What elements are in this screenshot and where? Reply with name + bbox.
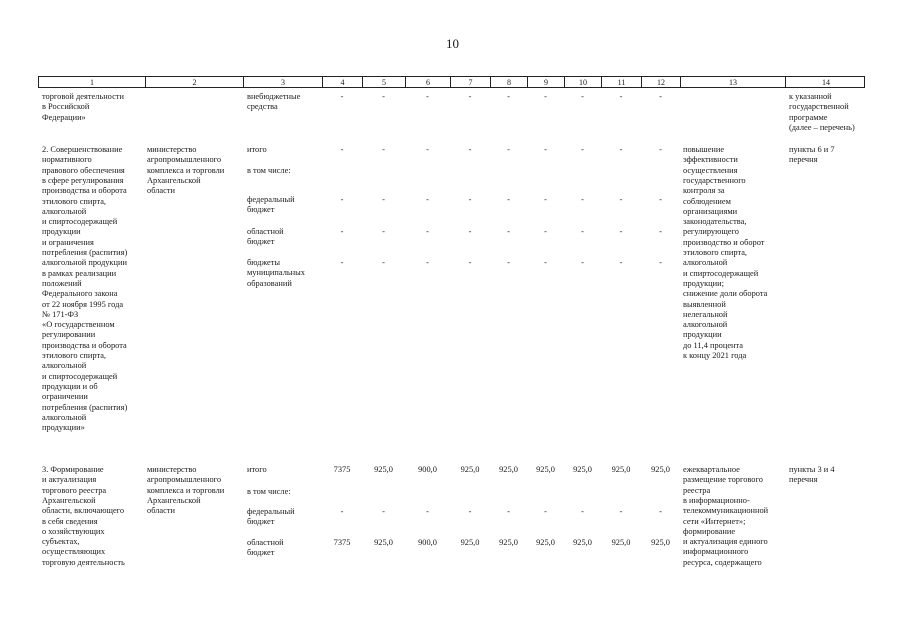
row2-municipal-value: - [507,258,510,267]
row3-reference: перечня [789,475,818,485]
row2-federal-value: - [340,195,344,204]
row2-executor: комплекса и торговли [147,165,225,175]
row2-municipal-value: - [619,258,623,267]
row2-federal-value: - [382,195,385,204]
row2-event-name: алкогольной [42,206,87,216]
row0-value: - [340,92,344,101]
row2-total-value: - [619,145,623,154]
header-col-7: 7 [451,77,491,87]
row2-funding-municipal: муниципальных [247,268,305,278]
row3-event-name: торговую деятельность [42,557,125,567]
row2-result: государственного [683,175,746,185]
row3-regional-value: 900,0 [418,538,437,547]
row3-result: информационного [683,547,749,557]
row3-result: и актуализация единого [683,537,768,547]
row3-federal-value: - [382,507,385,516]
row0-reference: государственной [789,102,849,112]
row2-municipal-value: - [426,258,429,267]
header-col-8: 8 [491,77,528,87]
row2-municipal-value: - [544,258,547,267]
header-col-13: 13 [681,77,786,87]
row2-event-name: в сфере регулирования [42,175,124,185]
row2-total-value: - [659,145,662,154]
row3-total-value: 925,0 [536,465,555,474]
row0-funding-source: внебюджетные [247,92,301,101]
row3-total-value: 925,0 [374,465,393,474]
header-col-1: 1 [39,77,146,87]
row2-funding-federal: бюджет [247,205,275,215]
row3-result: реестра [683,485,711,495]
row3-regional-value: 925,0 [536,538,555,547]
row0-reference: программе [789,112,828,122]
header-col-4: 4 [323,77,363,87]
row2-result: осуществления [683,165,738,175]
row2-regional-value: - [426,227,429,236]
row2-total-value: - [507,145,510,154]
row2-total-value: - [340,145,344,154]
header-col-3: 3 [244,77,323,87]
row0-value: - [659,92,662,101]
row0-event-name: Федерации» [42,112,86,122]
row3-event-name: в себя сведения [42,516,98,526]
row2-funding-regional: областной [247,227,284,236]
row3-result: в информационно- [683,495,750,505]
row2-regional-value: - [382,227,385,236]
row3-federal-value: - [468,507,472,516]
row2-result: продукции [683,330,722,340]
table-header-row [38,76,865,88]
row2-result: алкогольной [683,258,728,268]
row3-total-value: 900,0 [418,465,437,474]
row2-result: контроля за [683,186,725,196]
row0-value: - [382,92,385,101]
row3-regional-value: 925,0 [374,538,393,547]
row3-result: размещение торгового [683,475,763,485]
row3-total-value: 925,0 [460,465,480,474]
row2-event-name: ограничении [42,392,88,402]
row2-result: производство и оборот [683,237,765,247]
row0-value: - [468,92,472,101]
row0-event-name: в Российской [42,102,90,112]
header-col-9: 9 [528,77,565,87]
row2-municipal-value: - [581,258,584,267]
row2-result: соблюдением [683,196,731,206]
page-number: 10 [446,36,459,51]
row2-federal-value: - [468,195,472,204]
row3-funding-total: итого [247,465,267,474]
header-col-10: 10 [565,77,602,87]
row0-value: - [426,92,429,101]
row3-funding-incl: в том числе: [247,487,291,496]
row3-regional-value: 925,0 [460,538,480,547]
row3-funding-regional: областной [247,538,284,547]
row2-event-name: в рамках реализации [42,268,117,278]
row3-executor: комплекса и торговли [147,485,225,495]
row2-executor: министерство [147,145,197,154]
row2-event-name: алкогольной [42,361,87,371]
row2-result: регулирующего [683,227,739,237]
row2-result: этилового спирта, [683,248,748,257]
row2-regional-value: - [507,227,510,236]
row2-event-name: и спиртосодержащей [42,217,118,227]
row2-event-name: производства и оборота [42,340,127,350]
row2-reference: пункты 6 и 7 [789,145,835,154]
row2-event-name: правового обеспечения [42,165,125,175]
row3-federal-value: - [426,507,429,516]
row3-event-name: Архангельской [42,495,96,505]
row2-municipal-value: - [340,258,344,267]
row3-federal-value: - [659,507,662,516]
row0-reference: (далее – перечень) [789,122,855,132]
row2-event-name: алкогольной [42,412,87,422]
row3-result: ежеквартальное [683,465,740,474]
row2-result: до 11,4 процента [683,340,743,350]
row2-total-value: - [426,145,429,154]
row3-regional-value: 7375 [333,538,351,547]
row3-regional-value: 925,0 [611,538,631,547]
row3-executor: агропромышленного [147,475,222,485]
row3-event-name: и актуализация [42,475,97,485]
row2-event-name: этилового спирта, [42,351,107,360]
row2-federal-value: - [507,195,510,204]
row3-event-name: о хозяйствующих [42,526,105,536]
row2-event-name: потребления (распития) [42,248,128,257]
row0-value: - [544,92,547,101]
row2-municipal-value: - [659,258,662,267]
row0-value: - [507,92,510,101]
row3-event-name: субъектах, [42,537,80,547]
row2-funding-incl: в том числе: [247,166,291,175]
row2-event-name: нормативного [42,155,92,165]
row2-result: алкогольной [683,320,728,330]
row2-event-name: продукции и об [42,381,98,391]
row2-executor: агропромышленного [147,155,222,165]
row2-regional-value: - [659,227,662,236]
row2-federal-value: - [619,195,623,204]
row2-event-name: продукции [42,227,81,237]
row2-result: снижение доли оборота [683,289,768,299]
row2-funding-municipal: образований [247,278,292,288]
row2-regional-value: - [581,227,584,236]
row2-event-name: регулировании [42,330,96,340]
row3-federal-value: - [507,507,510,516]
row3-regional-value: 925,0 [499,538,518,547]
row3-federal-value: - [544,507,547,516]
row3-reference: пункты 3 и 4 [789,465,835,474]
row2-event-name: положений [42,278,82,288]
row2-regional-value: - [340,227,344,236]
row2-result: повышение [683,145,725,154]
row2-event-name: Федерального закона [42,289,118,299]
row2-total-value: - [382,145,385,154]
row2-regional-value: - [619,227,623,236]
row2-result: организациями [683,206,738,216]
row2-result: законодательства, [683,217,747,227]
row2-event-name: этилового спирта, [42,196,107,206]
row3-event-name: 3. Формирование [42,465,104,474]
row0-funding-source: средства [247,102,278,112]
row3-regional-value: 925,0 [573,538,592,547]
row3-total-value: 925,0 [499,465,518,474]
row3-event-name: торгового реестра [42,485,107,495]
row3-funding-regional: бюджет [247,548,275,558]
row3-result: ресурса, содержащего [683,557,762,567]
row2-funding-total: итого [247,145,267,154]
row3-funding-federal: федеральный [247,507,295,516]
row0-value: - [619,92,623,101]
row3-result: сети «Интернет»; [683,516,746,526]
row3-funding-federal: бюджет [247,517,275,527]
row3-event-name: осуществляющих [42,547,106,557]
row0-event-name: торговой деятельности [42,92,124,101]
row2-executor: Архангельской [147,175,201,185]
row3-executor: области [147,506,175,516]
row2-event-name: алкогольной продукции [42,258,127,268]
row2-result: нелегальной [683,309,728,319]
row2-municipal-value: - [468,258,472,267]
row2-event-name: № 171-ФЗ [42,309,79,319]
row3-result: формирование [683,526,736,536]
row3-total-value: 7375 [333,465,351,474]
row3-federal-value: - [581,507,584,516]
row2-event-name: потребления (распития) [42,402,128,412]
row3-federal-value: - [619,507,623,516]
row2-total-value: - [581,145,584,154]
row3-executor: министерство [147,465,197,474]
header-col-6: 6 [406,77,451,87]
row2-federal-value: - [544,195,547,204]
row2-total-value: - [468,145,472,154]
row2-event-name: продукции» [42,423,85,433]
row2-event-name: и ограничения [42,237,94,247]
row3-total-value: 925,0 [611,465,631,474]
row2-funding-federal: федеральный [247,195,295,204]
row2-event-name: 2. Совершенствование [42,145,123,154]
row2-result: и спиртосодержащей [683,268,759,278]
header-col-5: 5 [363,77,406,87]
row3-result: телекоммуникационной [683,506,769,516]
row2-executor: области [147,186,175,196]
row2-event-name: «О государственном [42,320,115,330]
row2-result: к концу 2021 года [683,351,747,360]
header-col-12: 12 [642,77,681,87]
row2-result: выявленной [683,299,726,309]
row2-total-value: - [544,145,547,154]
row2-event-name: и спиртосодержащей [42,371,118,381]
row2-funding-regional: бюджет [247,237,275,247]
row2-federal-value: - [426,195,429,204]
header-col-11: 11 [602,77,642,87]
row2-federal-value: - [581,195,584,204]
row2-event-name: производства и оборота [42,186,127,196]
row2-reference: перечня [789,155,818,165]
row2-event-name: от 22 ноября 1995 года [42,299,124,309]
header-col-2: 2 [146,77,244,87]
row2-result: эффективности [683,155,738,165]
row3-regional-value: 925,0 [651,538,670,547]
row3-executor: Архангельской [147,495,201,505]
row2-federal-value: - [659,195,662,204]
row3-total-value: 925,0 [573,465,592,474]
row2-funding-municipal: бюджеты [247,258,281,267]
row3-total-value: 925,0 [651,465,670,474]
row2-result: продукции; [683,278,724,288]
header-col-14: 14 [822,78,830,87]
row2-municipal-value: - [382,258,385,267]
row2-regional-value: - [468,227,472,236]
row3-event-name: области, включающего [42,506,125,516]
row0-value: - [581,92,584,101]
row0-reference: к указанной [789,92,832,101]
row3-federal-value: - [340,507,344,516]
row2-regional-value: - [544,227,547,236]
